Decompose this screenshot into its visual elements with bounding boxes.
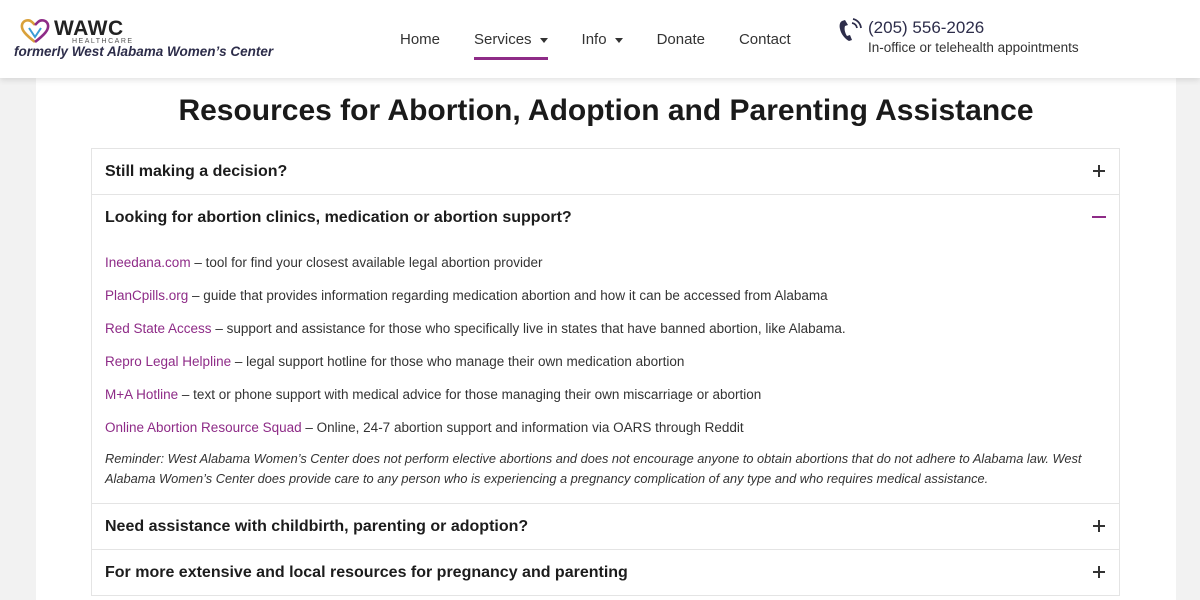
nav-services-label: Services xyxy=(474,30,532,48)
site-header xyxy=(0,0,1200,78)
nav-donate[interactable] xyxy=(657,0,705,78)
main-nav xyxy=(400,0,825,78)
resource-link-ineedana[interactable]: Ineedana.com xyxy=(105,255,191,270)
nav-home[interactable] xyxy=(400,0,440,78)
resource-item xyxy=(105,419,1106,452)
resources-accordion xyxy=(91,148,1120,596)
accordion-item-childbirth xyxy=(91,503,1120,549)
nav-contact[interactable] xyxy=(739,0,791,78)
nav-contact-label: Contact xyxy=(738,30,791,48)
phone-icon xyxy=(838,17,862,43)
reminder-note: Reminder: West Alabama Women’s Center does not perform elective abortions and does not encourage anyone to obtain abortions that do not adhere to Alabama law. West Alabama Women’s Center does provide care to any person who is experiencing a pregnancy complication of any type and who requires medical assistance. xyxy=(105,451,1082,486)
accordion-header-abortion[interactable] xyxy=(92,195,1119,240)
resource-link-red-state-access[interactable]: Red State Access xyxy=(105,321,212,336)
phone-number-link[interactable]: (205) 556-2026 xyxy=(868,18,985,37)
phone-subtitle: In-office or telehealth appointments xyxy=(868,40,1079,55)
plus-icon[interactable] xyxy=(1091,518,1107,534)
chevron-down-icon xyxy=(540,38,548,43)
resource-description: – legal support hotline for those who manage their own medication abortion xyxy=(231,354,685,369)
nav-info-label: Info xyxy=(581,30,607,48)
resource-link-ma-hotline[interactable]: M+A Hotline xyxy=(105,387,179,402)
nav-info[interactable] xyxy=(582,0,623,78)
resource-item xyxy=(105,386,1106,419)
logo-wordmark: WAWC xyxy=(54,17,124,40)
resource-item xyxy=(105,320,1106,353)
plus-icon[interactable] xyxy=(1091,564,1107,580)
page-title: Resources for Abortion, Adoption and Parenting Assistance xyxy=(178,94,1034,127)
heart-logo-icon xyxy=(20,18,50,44)
resource-item xyxy=(105,287,1106,320)
nav-services[interactable] xyxy=(474,0,548,78)
content-card xyxy=(36,78,1176,600)
accordion-header-childbirth[interactable] xyxy=(92,504,1119,549)
accordion-body-abortion xyxy=(92,240,1119,503)
resource-description: – tool for find your closest available legal abortion provider xyxy=(190,255,543,270)
logo-tagline: HEALTHCARE xyxy=(72,38,134,45)
minus-icon[interactable] xyxy=(1091,209,1107,225)
resource-item xyxy=(105,254,1106,287)
accordion-heading: Need assistance with childbirth, parenting or adoption? xyxy=(105,517,529,535)
logo-formerly-text: formerly West Alabama Women’s Center xyxy=(14,44,274,59)
resource-link-plancpills[interactable]: PlanCpills.org xyxy=(105,288,189,303)
accordion-item-decision xyxy=(91,148,1120,194)
resource-description: – guide that provides information regarding medication abortion and how it can be accessed from Alabama xyxy=(188,288,828,303)
resource-link-repro-legal[interactable]: Repro Legal Helpline xyxy=(105,354,232,369)
chevron-down-icon xyxy=(615,38,623,43)
accordion-header-decision[interactable] xyxy=(92,149,1119,194)
resource-link-oars[interactable]: Online Abortion Resource Squad xyxy=(105,420,302,435)
accordion-heading: Looking for abortion clinics, medication or abortion support? xyxy=(105,208,572,226)
nav-home-label: Home xyxy=(400,30,441,48)
resource-description: – support and assistance for those who specifically live in states that have banned abortion, like Alabama. xyxy=(211,321,846,336)
accordion-heading: Still making a decision? xyxy=(105,162,288,180)
resource-description: – text or phone support with medical advice for those managing their own miscarriage or abortion xyxy=(178,387,762,402)
accordion-item-local-resources xyxy=(91,549,1120,596)
resource-item xyxy=(105,353,1106,386)
accordion-header-local-resources[interactable] xyxy=(92,550,1119,595)
plus-icon[interactable] xyxy=(1091,163,1107,179)
accordion-heading: For more extensive and local resources for pregnancy and parenting xyxy=(105,563,628,581)
resource-description: – Online, 24-7 abortion support and information via OARS through Reddit xyxy=(301,420,744,435)
nav-donate-label: Donate xyxy=(656,30,705,48)
site-logo[interactable] xyxy=(14,16,274,62)
accordion-item-abortion xyxy=(91,194,1120,503)
